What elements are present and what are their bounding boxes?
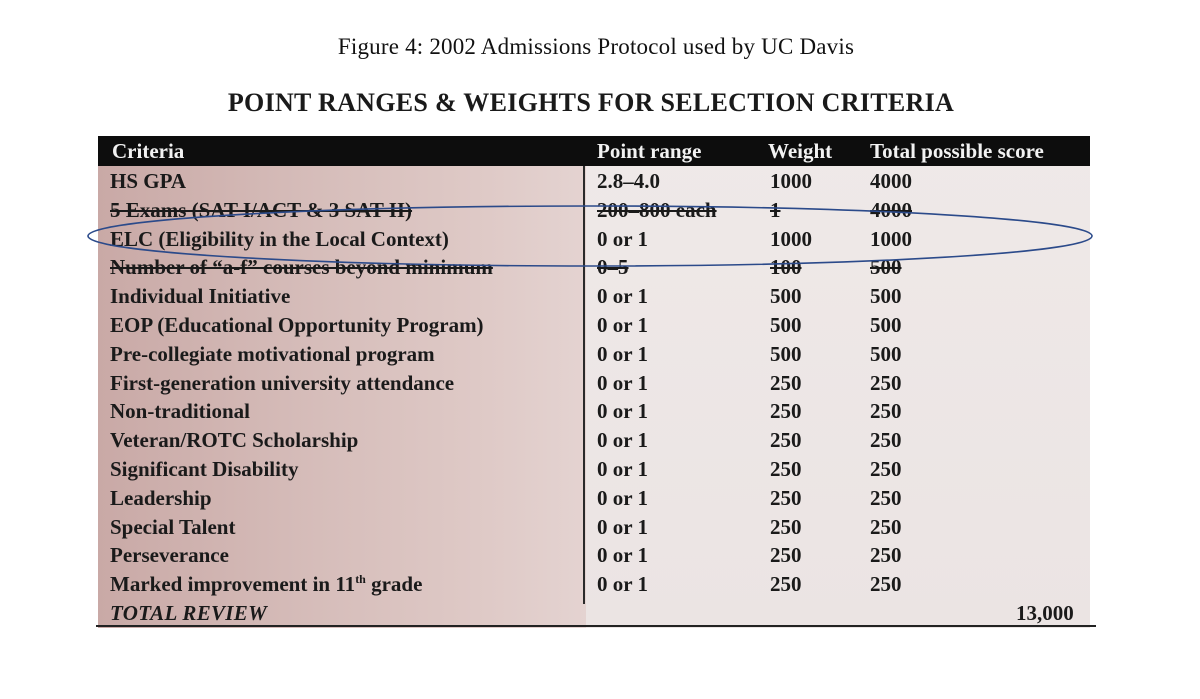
table-row <box>0 484 1200 513</box>
criteria-cell: Leadership <box>110 485 212 510</box>
point-range-cell: 0 or 1 <box>597 312 648 337</box>
point-range-cell: 0 or 1 <box>597 456 648 481</box>
criteria-cell: Number of “a-f” courses beyond minimum <box>110 255 493 280</box>
total-review-row <box>0 599 1200 628</box>
criteria-cell: Perseverance <box>110 543 229 568</box>
point-range-cell: 0 or 1 <box>597 284 648 309</box>
point-range-cell: 0 or 1 <box>597 485 648 510</box>
criteria-cell: First-generation university attendance <box>110 370 455 395</box>
weight-cell: 500 <box>770 284 802 309</box>
weight-cell: 250 <box>770 428 802 453</box>
table-row <box>0 282 1200 311</box>
weight-cell: 1000 <box>770 226 812 251</box>
criteria-cell: Special Talent <box>110 514 236 539</box>
weight-cell: 100 <box>770 255 802 280</box>
weight-cell: 1000 <box>770 169 812 193</box>
weight-cell: 500 <box>770 341 802 366</box>
point-range-cell: 0 or 1 <box>597 341 648 366</box>
total-score-cell: 250 <box>870 456 902 481</box>
criteria-text: Marked improvement in 11 <box>110 572 356 597</box>
total-score-cell: 1000 <box>870 226 912 251</box>
total-score-cell: 250 <box>870 572 902 597</box>
point-range-cell: 2.8–4.0 <box>597 169 660 193</box>
table-row <box>0 196 1200 225</box>
total-review-value: 13,000 <box>1016 600 1074 625</box>
point-range-cell: 0 or 1 <box>597 514 648 539</box>
table-row <box>0 311 1200 340</box>
table-row <box>0 253 1200 282</box>
table-heading: POINT RANGES & WEIGHTS FOR SELECTION CRITERIA <box>227 88 955 117</box>
total-score-cell: 250 <box>870 543 902 568</box>
column-header-total-possible-score: Total possible score <box>870 139 1044 163</box>
table-row <box>0 426 1200 455</box>
point-range-cell: 0 or 1 <box>597 572 648 597</box>
total-score-cell: 500 <box>870 312 902 337</box>
criteria-cell: ELC (Eligibility in the Local Context) <box>110 226 449 251</box>
criteria-cell: HS GPA <box>110 169 187 193</box>
ordinal-superscript: th <box>355 572 366 587</box>
total-score-cell: 500 <box>870 255 902 280</box>
weight-cell: 250 <box>770 543 802 568</box>
total-score-cell: 4000 <box>870 197 912 222</box>
point-range-cell: 0 or 1 <box>597 370 648 395</box>
point-range-cell: 200–800 each <box>597 197 717 222</box>
criteria-cell <box>110 570 422 599</box>
weight-cell: 250 <box>770 485 802 510</box>
criteria-cell: Significant Disability <box>110 456 299 481</box>
weight-cell: 250 <box>770 370 802 395</box>
table-body <box>0 167 1200 628</box>
column-header-criteria: Criteria <box>112 139 185 163</box>
column-header-point-range: Point range <box>597 139 702 163</box>
criteria-cell: Non-traditional <box>110 399 251 424</box>
criteria-text-suffix: grade <box>365 572 423 597</box>
point-range-cell: 0 or 1 <box>597 543 648 568</box>
weight-cell: 250 <box>770 399 802 424</box>
total-score-cell: 250 <box>870 370 902 395</box>
table-row <box>0 541 1200 570</box>
table-row <box>0 167 1200 196</box>
weight-cell: 1 <box>770 197 781 222</box>
column-header-weight: Weight <box>768 139 833 163</box>
total-score-cell: 250 <box>870 485 902 510</box>
total-score-cell: 250 <box>870 399 902 424</box>
criteria-cell: 5 Exams (SAT I/ACT & 3 SAT II) <box>110 197 413 222</box>
table-row <box>0 225 1200 254</box>
point-range-cell: 0–5 <box>597 255 629 280</box>
total-review-label: TOTAL REVIEW <box>110 600 268 625</box>
total-score-cell: 4000 <box>870 169 912 193</box>
point-range-cell: 0 or 1 <box>597 226 648 251</box>
table-bottom-rule <box>96 625 1096 627</box>
table-row <box>0 570 1200 599</box>
criteria-cell: EOP (Educational Opportunity Program) <box>110 312 484 337</box>
point-range-cell: 0 or 1 <box>597 428 648 453</box>
weight-cell: 250 <box>770 572 802 597</box>
weight-cell: 250 <box>770 514 802 539</box>
total-score-cell: 250 <box>870 514 902 539</box>
weight-cell: 500 <box>770 312 802 337</box>
table-row <box>0 340 1200 369</box>
total-score-cell: 500 <box>870 341 902 366</box>
point-range-cell: 0 or 1 <box>597 399 648 424</box>
criteria-cell: Pre-collegiate motivational program <box>110 341 435 366</box>
table-row <box>0 369 1200 398</box>
table-row <box>0 513 1200 542</box>
weight-cell: 250 <box>770 456 802 481</box>
table-row <box>0 455 1200 484</box>
criteria-cell: Veteran/ROTC Scholarship <box>110 428 359 453</box>
figure-caption: Figure 4: 2002 Admissions Protocol used by UC Davis <box>337 34 855 59</box>
total-score-cell: 250 <box>870 428 902 453</box>
criteria-cell: Individual Initiative <box>110 284 291 309</box>
table-row <box>0 397 1200 426</box>
total-score-cell: 500 <box>870 284 902 309</box>
